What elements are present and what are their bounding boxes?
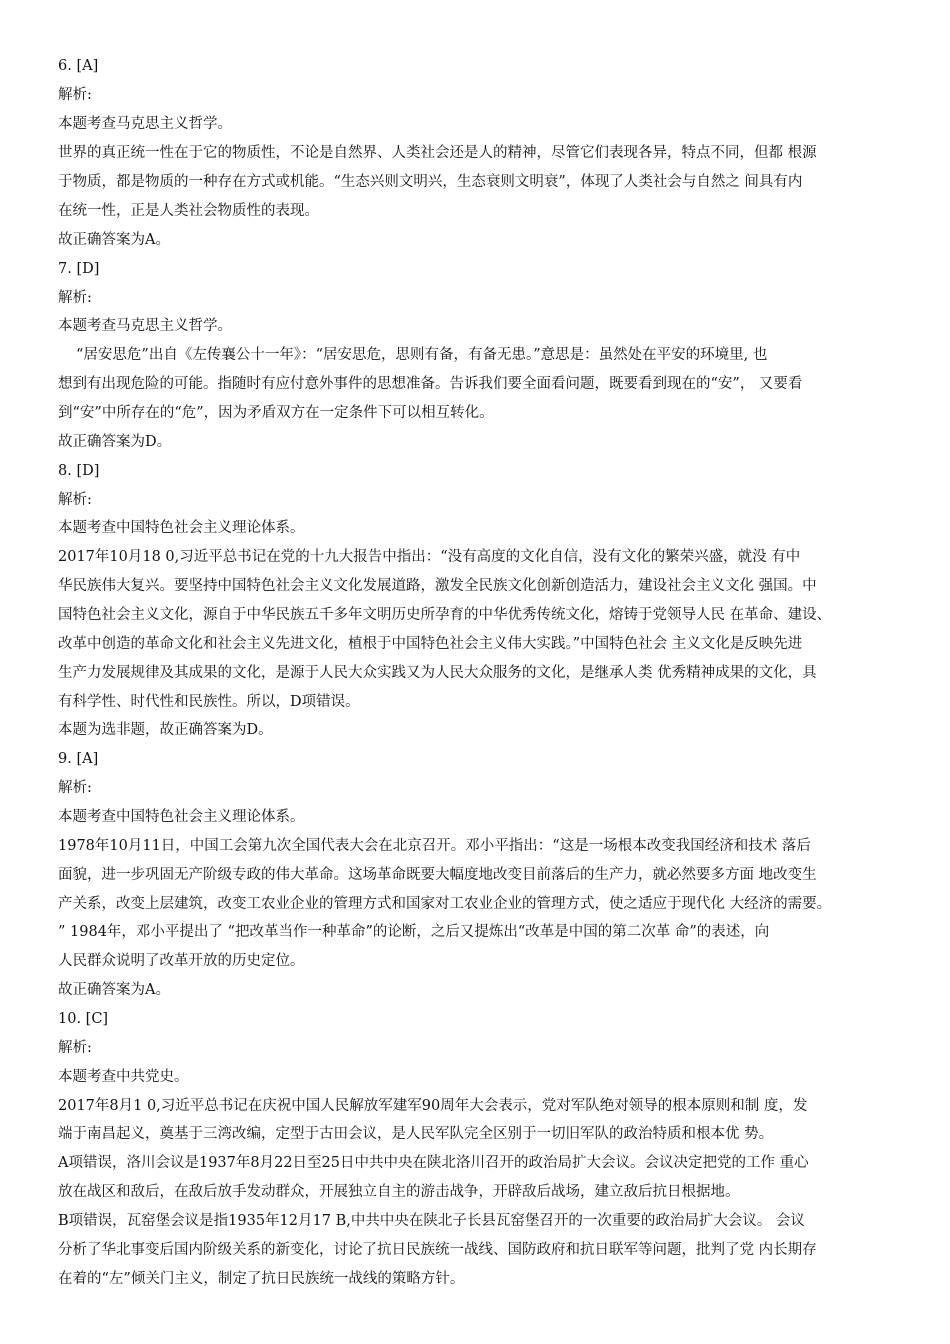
q7-topic: 本题考查马克思主义哲学。 — [58, 318, 232, 334]
q8-answer: 本题为选非题，故正确答案为D。 — [58, 722, 273, 738]
q10-option-b-line: 分析了华北事变后国内阶级关系的新变化，讨论了抗日民族统一战线、国防政府和抗日联军等问题，批判了党 内长期存 — [58, 1242, 817, 1258]
q7-text-line: “居安思危”出自《左传襄公十一年》：“居安思危，思则有备，有备无患。”意思是：虽然处在平安的环境里, 也 — [76, 347, 768, 363]
q8-number: 8. [D] — [58, 463, 100, 479]
q7-analysis-label: 解析: — [58, 290, 92, 306]
q9-text-line: 产关系，改变上层建筑，改变工农业企业的管理方式和国家对工农业企业的管理方式，使之适应于现代化 大经济的需要。 — [58, 896, 832, 912]
q6-text-line: 在统一性，正是人类社会物质性的表现。 — [58, 203, 319, 219]
q6-topic: 本题考查马克思主义哲学。 — [58, 116, 232, 132]
q9-text-line: 面貌，进一步巩固无产阶级专政的伟大革命。这场革命既要大幅度地改变目前落后的生产力，就必然要多方面 地改变生 — [58, 867, 817, 883]
q8-text-line: 国特色社会主义文化，源自于中华民族五千多年文明历史所孕育的中华优秀传统文化，熔铸于党领导人民 在革命、建设、 — [58, 607, 832, 623]
q6-number: 6. [A] — [58, 58, 99, 74]
q9-analysis-label: 解析: — [58, 780, 92, 796]
q10-text-line: 2017年8月1 0,习近平总书记在庆祝中国人民解放军建军90周年大会表示，党对军队绝对领导的根本原则和制 度，发 — [58, 1098, 808, 1114]
q10-analysis-label: 解析: — [58, 1040, 92, 1056]
q6-analysis-label: 解析: — [58, 87, 92, 103]
q7-number: 7. [D] — [58, 261, 100, 277]
q10-text-line: 端于南昌起义，奠基于三湾改编，定型于古田会议，是人民军队完全区别于一切旧军队的政治特质和根本优 势。 — [58, 1126, 774, 1142]
q10-option-b-line: B项错误，瓦窑堡会议是指1935年12月17 B,中共中央在陕北子长县瓦窑堡召开的一次重要的政治局扩大会议。 会议 — [58, 1213, 805, 1229]
q6-text-line: 世界的真正统一性在于它的物质性，不论是自然界、人类社会还是人的精神，尽管它们表现各异，特点不同，但都 根源 — [58, 145, 817, 161]
q6-text-line: 于物质，都是物质的一种存在方式或机能。“生态兴则文明兴，生态衰则文明衰”，体现了人类社会与自然之 间具有内 — [58, 174, 803, 190]
q8-topic: 本题考查中国特色社会主义理论体系。 — [58, 520, 305, 536]
q8-text-line: 有科学性、时代性和民族性。所以，D项错误。 — [58, 694, 360, 710]
q10-number: 10. [C] — [58, 1011, 109, 1027]
q8-text-line: 改革中创造的革命文化和社会主义先进文化，植根于中国特色社会主义伟大实践。”中国特色社会 主义文化是反映先进 — [58, 636, 803, 652]
q8-text-line: 2017年10月18 0,习近平总书记在党的十九大报告中指出：“没有高度的文化自信，没有文化的繁荣兴盛，就没 有中 — [58, 549, 801, 565]
q9-answer: 故正确答案为A。 — [58, 982, 170, 998]
q10-option-a-line: A项错误，洛川会议是1937年8月22日至25日中共中央在陕北洛川召开的政治局扩大会议。会议决定把党的工作 重心 — [58, 1155, 809, 1171]
q6-answer: 故正确答案为A。 — [58, 232, 170, 248]
q9-number: 9. [A] — [58, 751, 99, 767]
q9-text-line: 1978年10月11日，中国工会第九次全国代表大会在北京召开。邓小平指出：“这是一场根本改变我国经济和技术 落后 — [58, 838, 811, 854]
q8-text-line: 生产力发展规律及其成果的文化，是源于人民大众实践又为人民大众服务的文化，是继承人类 优秀精神成果的文化，具 — [58, 665, 817, 681]
q7-text-line: 想到有出现危险的可能。指随时有应付意外事件的思想准备。告诉我们要全面看问题，既要看到现在的“安”， 又要看 — [58, 376, 803, 392]
q8-text-line: 华民族伟大复兴。要坚持中国特色社会主义文化发展道路，激发全民族文化创新创造活力，建设社会主义文化 强国。中 — [58, 578, 817, 594]
q10-option-a-line: 放在战区和敌后，在敌后放手发动群众，开展独立自主的游击战争，开辟敌后战场，建立敌后抗日根据地。 — [58, 1184, 740, 1200]
q10-option-b-line: 在着的“左”倾关门主义，制定了抗日民族统一战线的策略方针。 — [58, 1271, 465, 1287]
q10-topic: 本题考查中共党史。 — [58, 1069, 189, 1085]
q7-text-line: 到“安”中所存在的“危”，因为矛盾双方在一定条件下可以相互转化。 — [58, 405, 494, 421]
q9-text-line: 人民群众说明了改革开放的历史定位。 — [58, 953, 305, 969]
q7-answer: 故正确答案为D。 — [58, 434, 172, 450]
q9-text-line: ” 1984年，邓小平提出了 “把改革当作一种革命”的论断，之后又提炼出“改革是中国的第二次革 命”的表述，向 — [58, 924, 770, 940]
q9-topic: 本题考查中国特色社会主义理论体系。 — [58, 809, 305, 825]
q8-analysis-label: 解析: — [58, 492, 92, 508]
